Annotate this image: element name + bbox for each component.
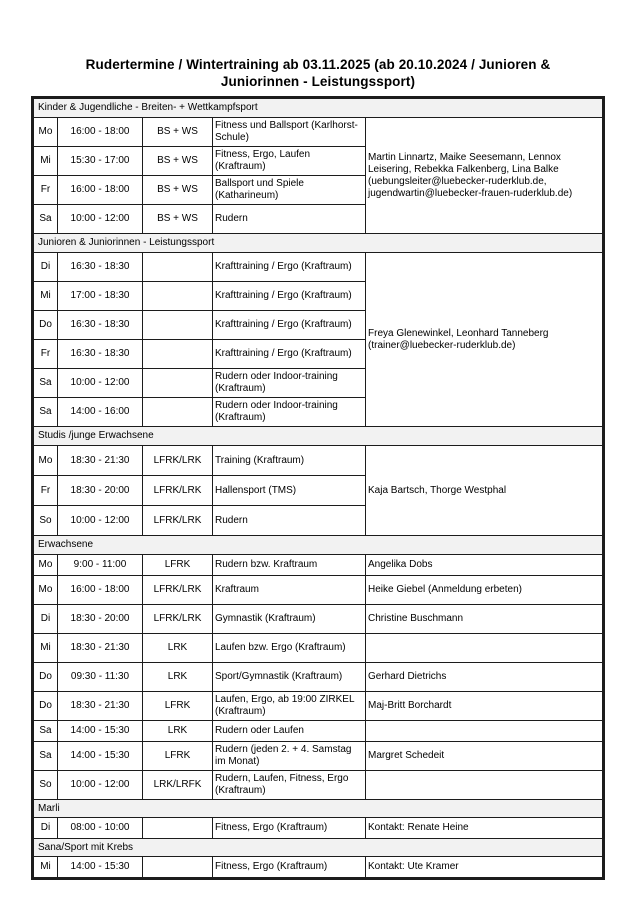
section-heading-row	[34, 839, 603, 857]
schedule-row	[34, 692, 603, 721]
cell-day: Mo	[34, 576, 58, 605]
cell-day: Mi	[34, 147, 58, 176]
cell-activity: Krafttraining / Ergo (Kraftraum)	[213, 253, 366, 282]
section-heading: Marli	[34, 800, 603, 818]
cell-time: 18:30 - 21:30	[58, 692, 143, 721]
section-heading-row	[34, 536, 603, 555]
cell-contact-merged: Freya Glenewinkel, Leonhard Tanneberg (trainer@luebecker-ruderklub.de)	[366, 253, 603, 427]
cell-time: 16:30 - 18:30	[58, 340, 143, 369]
schedule-row	[34, 857, 603, 878]
section-heading: Junioren & Juniorinnen - Leistungssport	[34, 234, 603, 253]
cell-activity: Krafttraining / Ergo (Kraftraum)	[213, 311, 366, 340]
cell-activity: Fitness, Ergo (Kraftraum)	[213, 857, 366, 878]
cell-group-code	[143, 282, 213, 311]
cell-day: Sa	[34, 742, 58, 771]
schedule-row	[34, 818, 603, 839]
schedule-row	[34, 634, 603, 663]
cell-contact: Maj-Britt Borchardt	[366, 692, 603, 721]
cell-activity: Rudern	[213, 506, 366, 536]
cell-activity: Rudern (jeden 2. + 4. Samstag im Monat)	[213, 742, 366, 771]
cell-activity: Gymnastik (Kraftraum)	[213, 605, 366, 634]
cell-activity: Fitness, Ergo (Kraftraum)	[213, 818, 366, 839]
cell-day: Mi	[34, 634, 58, 663]
cell-group-code: BS + WS	[143, 205, 213, 234]
cell-activity: Krafttraining / Ergo (Kraftraum)	[213, 340, 366, 369]
cell-time: 16:00 - 18:00	[58, 176, 143, 205]
cell-time: 18:30 - 21:30	[58, 446, 143, 476]
cell-activity: Rudern bzw. Kraftraum	[213, 555, 366, 576]
cell-day: Mi	[34, 857, 58, 878]
cell-contact-merged: Martin Linnartz, Maike Seesemann, Lennox Leisering, Rebekka Falkenberg, Lina Balke (uebungsleiter@luebecker-ruderklub.de, jugendwartin@luebecker-frauen-ruderklub.de)	[366, 118, 603, 234]
schedule-row	[34, 771, 603, 800]
cell-contact: Christine Buschmann	[366, 605, 603, 634]
cell-group-code	[143, 340, 213, 369]
page-title-line-1: Rudertermine / Wintertraining ab 03.11.2025 (ab 20.10.2024 / Junioren &	[85, 57, 551, 72]
section-heading-row	[34, 427, 603, 446]
cell-time: 10:00 - 12:00	[58, 205, 143, 234]
cell-group-code: BS + WS	[143, 118, 213, 147]
cell-activity: Krafttraining / Ergo (Kraftraum)	[213, 282, 366, 311]
cell-contact	[366, 634, 603, 663]
cell-contact: Gerhard Dietrichs	[366, 663, 603, 692]
cell-group-code	[143, 818, 213, 839]
cell-activity: Rudern oder Indoor-training (Kraftraum)	[213, 398, 366, 427]
cell-time: 15:30 - 17:00	[58, 147, 143, 176]
section-heading-row	[34, 800, 603, 818]
cell-time: 10:00 - 12:00	[58, 771, 143, 800]
schedule-table	[31, 96, 605, 880]
cell-time: 14:00 - 15:30	[58, 721, 143, 742]
cell-activity: Rudern	[213, 205, 366, 234]
cell-day: Do	[34, 692, 58, 721]
cell-contact: Angelika Dobs	[366, 555, 603, 576]
cell-day: Do	[34, 311, 58, 340]
cell-day: Mo	[34, 555, 58, 576]
cell-time: 18:30 - 20:00	[58, 476, 143, 506]
cell-day: So	[34, 771, 58, 800]
cell-activity: Laufen bzw. Ergo (Kraftraum)	[213, 634, 366, 663]
schedule-row	[34, 555, 603, 576]
cell-activity: Hallensport (TMS)	[213, 476, 366, 506]
cell-day: Fr	[34, 476, 58, 506]
cell-contact: Margret Schedeit	[366, 742, 603, 771]
cell-time: 08:00 - 10:00	[58, 818, 143, 839]
page-title-line-2: Juniorinnen - Leistungssport)	[220, 73, 416, 89]
cell-day: Mi	[34, 282, 58, 311]
cell-group-code: LRK	[143, 721, 213, 742]
cell-time: 09:30 - 11:30	[58, 663, 143, 692]
cell-group-code: LFRK/LRK	[143, 576, 213, 605]
cell-day: Di	[34, 818, 58, 839]
cell-time: 9:00 - 11:00	[58, 555, 143, 576]
cell-day: Sa	[34, 398, 58, 427]
cell-activity: Laufen, Ergo, ab 19:00 ZIRKEL (Kraftraum)	[213, 692, 366, 721]
cell-activity: Rudern oder Indoor-training (Kraftraum)	[213, 369, 366, 398]
cell-group-code: LFRK/LRK	[143, 446, 213, 476]
cell-day: Di	[34, 253, 58, 282]
cell-contact: Heike Giebel (Anmeldung erbeten)	[366, 576, 603, 605]
cell-activity: Training (Kraftraum)	[213, 446, 366, 476]
cell-activity: Fitness und Ballsport (Karlhorst-Schule)	[213, 118, 366, 147]
cell-time: 18:30 - 21:30	[58, 634, 143, 663]
section-heading: Kinder & Jugendliche - Breiten- + Wettkampfsport	[34, 99, 603, 118]
cell-time: 16:00 - 18:00	[58, 576, 143, 605]
cell-time: 14:00 - 15:30	[58, 857, 143, 878]
cell-activity: Rudern, Laufen, Fitness, Ergo (Kraftraum)	[213, 771, 366, 800]
schedule-row	[34, 663, 603, 692]
cell-group-code: LRK	[143, 663, 213, 692]
cell-activity: Kraftraum	[213, 576, 366, 605]
section-heading: Studis /junge Erwachsene	[34, 427, 603, 446]
cell-group-code: LRK	[143, 634, 213, 663]
cell-activity: Sport/Gymnastik (Kraftraum)	[213, 663, 366, 692]
cell-group-code: LFRK	[143, 742, 213, 771]
cell-time: 16:30 - 18:30	[58, 253, 143, 282]
cell-group-code: LRK/LRFK	[143, 771, 213, 800]
section-heading-row	[34, 234, 603, 253]
schedule-row	[34, 605, 603, 634]
section-heading: Erwachsene	[34, 536, 603, 555]
cell-contact-merged: Kaja Bartsch, Thorge Westphal	[366, 446, 603, 536]
cell-time: 16:30 - 18:30	[58, 311, 143, 340]
cell-group-code: LFRK	[143, 555, 213, 576]
cell-day: Di	[34, 605, 58, 634]
cell-time: 17:00 - 18:30	[58, 282, 143, 311]
cell-group-code	[143, 398, 213, 427]
cell-time: 14:00 - 16:00	[58, 398, 143, 427]
cell-time: 14:00 - 15:30	[58, 742, 143, 771]
cell-contact	[366, 771, 603, 800]
cell-activity: Ballsport und Spiele (Katharineum)	[213, 176, 366, 205]
schedule-row	[34, 742, 603, 771]
cell-day: Mo	[34, 446, 58, 476]
schedule-row	[34, 118, 603, 147]
cell-day: Do	[34, 663, 58, 692]
cell-day: Sa	[34, 205, 58, 234]
cell-contact: Kontakt: Ute Kramer	[366, 857, 603, 878]
schedule-row	[34, 446, 603, 476]
cell-contact: Kontakt: Renate Heine	[366, 818, 603, 839]
cell-group-code: LFRK	[143, 692, 213, 721]
cell-group-code	[143, 857, 213, 878]
cell-group-code: BS + WS	[143, 147, 213, 176]
cell-group-code: LFRK/LRK	[143, 506, 213, 536]
section-heading: Sana/Sport mit Krebs	[34, 839, 603, 857]
cell-group-code	[143, 253, 213, 282]
cell-time: 18:30 - 20:00	[58, 605, 143, 634]
cell-time: 10:00 - 12:00	[58, 506, 143, 536]
cell-group-code: LFRK/LRK	[143, 605, 213, 634]
cell-activity: Fitness, Ergo, Laufen (Kraftraum)	[213, 147, 366, 176]
schedule-row	[34, 253, 603, 282]
cell-day: Sa	[34, 369, 58, 398]
cell-group-code: BS + WS	[143, 176, 213, 205]
cell-activity: Rudern oder Laufen	[213, 721, 366, 742]
cell-time: 10:00 - 12:00	[58, 369, 143, 398]
cell-day: Sa	[34, 721, 58, 742]
schedule-row	[34, 576, 603, 605]
cell-day: Mo	[34, 118, 58, 147]
cell-contact	[366, 721, 603, 742]
cell-group-code	[143, 311, 213, 340]
cell-group-code	[143, 369, 213, 398]
section-heading-row	[34, 99, 603, 118]
schedule-grid	[33, 98, 603, 878]
cell-day: Fr	[34, 340, 58, 369]
schedule-row	[34, 721, 603, 742]
cell-group-code: LFRK/LRK	[143, 476, 213, 506]
cell-time: 16:00 - 18:00	[58, 118, 143, 147]
cell-day: Fr	[34, 176, 58, 205]
cell-day: So	[34, 506, 58, 536]
page-title	[63, 57, 573, 90]
